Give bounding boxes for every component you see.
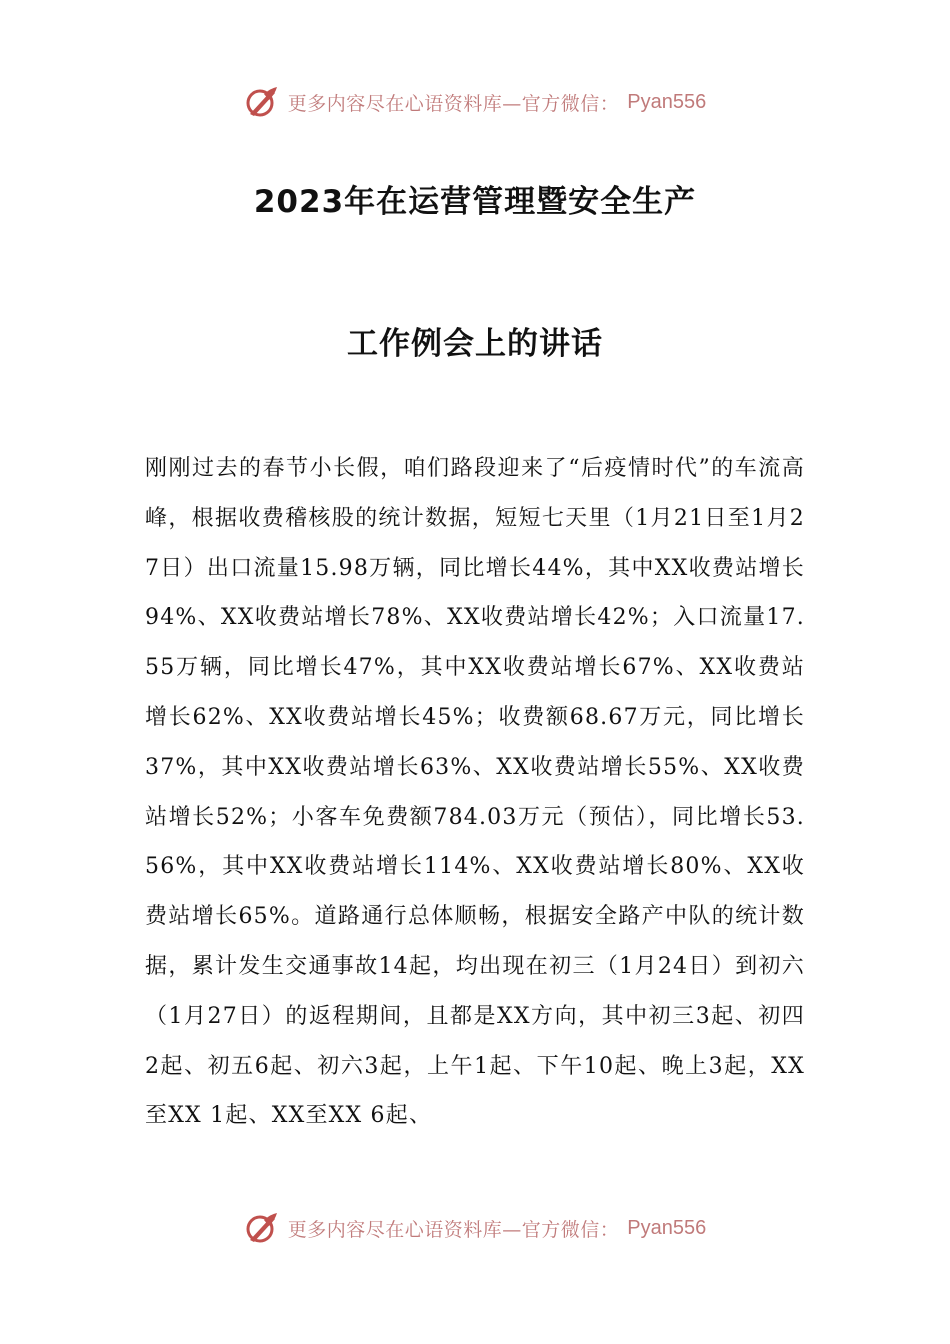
quill-pen-circle-icon (244, 84, 280, 120)
quill-pen-circle-icon (244, 1210, 280, 1246)
footer-banner-handle: Pyan556 (627, 1216, 707, 1239)
body-paragraph: 刚刚过去的春节小长假，咱们路段迎来了“后疫情时代”的车流高峰，根据收费稽核股的统计数据，短短七天里（1月21日至1月27日）出口流量15.98万辆，同比增长44%，其中XX收费站增长94%、XX收费站增长78%、XX收费站增长42%；入口流量17.55万辆，同比增长47%，其中XX收费站增长67%、XX收费站增长62%、XX收费站增长45%；收费额68.67万元，同比增长37%，其中XX收费站增长63%、XX收费站增长55%、XX收费站增长52%；小客车免费额784.03万元（预估），同比增长53.56%，其中XX收费站增长114%、XX收费站增长80%、XX收费站增长65%。道路通行总体顺畅，根据安全路产中队的统计数据，累计发生交通事故14起，均出现在初三（1月24日）到初六（1月27日）的返程期间，且都是XX方向，其中初三3起、初四2起、初五6起、初六3起，上午1起、下午10起、晚上3起，XX至XX 1起、XX至XX 6起、 (145, 456, 805, 1129)
footer-banner-text: 更多内容尽在心语资料库—官方微信： (287, 1218, 620, 1241)
header-banner-handle: Pyan556 (627, 90, 707, 113)
header-banner (0, 82, 950, 122)
page-title-line1: 2023年在运营管理暨安全生产 (253, 184, 697, 220)
footer-banner (0, 1208, 950, 1248)
header-banner-text: 更多内容尽在心语资料库—官方微信： (287, 92, 620, 115)
page-title-line2: 工作例会上的讲话 (347, 326, 603, 362)
